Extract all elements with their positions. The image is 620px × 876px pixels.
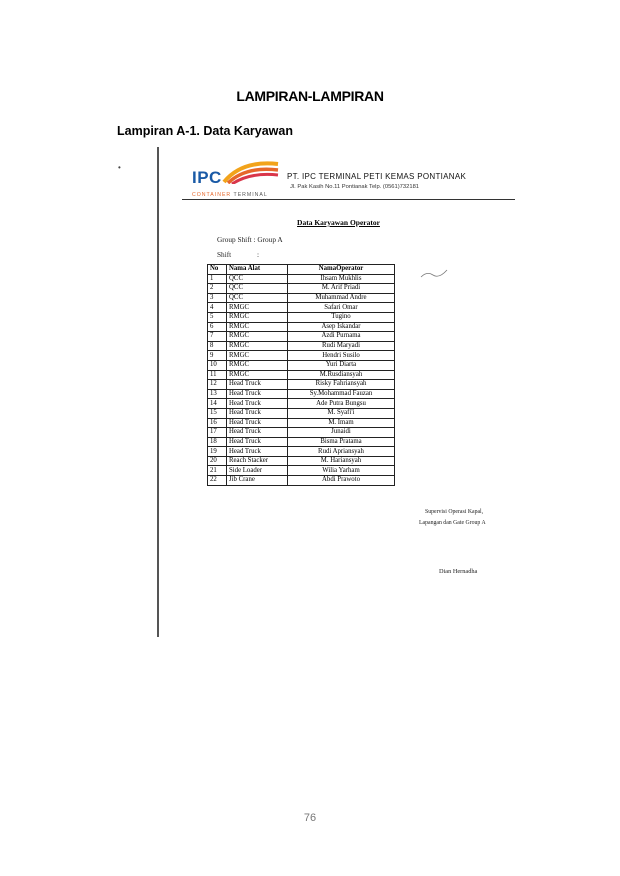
stray-mark: • (118, 163, 121, 172)
table-header-row (208, 265, 395, 275)
row-nama-operator: Wilia Yarham (288, 466, 395, 476)
table-row (208, 274, 395, 284)
row-no: 22 (208, 476, 227, 486)
logo-tagline (192, 192, 268, 198)
signature-name: Dian Hernadha (439, 568, 478, 575)
table-row (208, 351, 395, 361)
row-nama-operator: M.Rusdiansyah (288, 370, 395, 380)
row-nama-alat: Head Truck (227, 399, 288, 409)
row-nama-alat: Jib Crane (227, 476, 288, 486)
row-nama-alat: Head Truck (227, 380, 288, 390)
row-nama-alat: RMGC (227, 351, 288, 361)
table-row (208, 456, 395, 466)
shift-label: Shift (217, 250, 232, 259)
row-nama-alat: QCC (227, 274, 288, 284)
table-row (208, 303, 395, 313)
row-nama-alat: QCC (227, 284, 288, 294)
shift-row (217, 250, 259, 259)
table-row (208, 389, 395, 399)
row-no: 18 (208, 437, 227, 447)
table-row (208, 312, 395, 322)
signature-role-line2: Lapangan dan Gate Group A (419, 520, 486, 526)
row-no: 19 (208, 447, 227, 457)
row-nama-alat: Side Loader (227, 466, 288, 476)
row-nama-alat: RMGC (227, 341, 288, 351)
company-address: Jl. Pak Kasih No.11 Pontianak Telp. (0561)732181 (290, 184, 420, 190)
company-name: PT. IPC TERMINAL PETI KEMAS PONTIANAK (287, 172, 467, 181)
section-subheading: Lampiran A-1. Data Karyawan (117, 124, 293, 138)
table-row (208, 437, 395, 447)
row-nama-operator: Rudi Maryadi (288, 341, 395, 351)
group-shift-label: Group Shift : Group A (217, 235, 283, 244)
table-row (208, 380, 395, 390)
row-nama-alat: Head Truck (227, 389, 288, 399)
shift-separator: : (257, 250, 260, 259)
row-no: 3 (208, 293, 227, 303)
signature-role-line1: Supervisi Operasi Kapal, (425, 509, 484, 515)
row-no: 12 (208, 380, 227, 390)
row-nama-operator: Muhammad Andre (288, 293, 395, 303)
logo-tagline-a: CONTAINER (192, 192, 232, 198)
row-nama-operator: Abdi Prawoto (288, 476, 395, 486)
row-nama-alat: RMGC (227, 370, 288, 380)
row-no: 20 (208, 456, 227, 466)
row-no: 6 (208, 322, 227, 332)
operator-table-body (208, 274, 395, 485)
header-nama-alat: Nama Alat (227, 265, 288, 275)
table-row (208, 399, 395, 409)
table-row (208, 341, 395, 351)
row-nama-operator: M. Syafi'i (288, 408, 395, 418)
row-nama-operator: Safari Omar (288, 303, 395, 313)
row-nama-alat: QCC (227, 293, 288, 303)
row-no: 13 (208, 389, 227, 399)
table-row (208, 447, 395, 457)
row-no: 16 (208, 418, 227, 428)
row-no: 11 (208, 370, 227, 380)
row-no: 2 (208, 284, 227, 294)
row-nama-operator: Azdi Purnama (288, 332, 395, 342)
company-logo (192, 160, 282, 200)
row-nama-alat: Head Truck (227, 447, 288, 457)
logo-arcs-icon (220, 160, 282, 184)
row-nama-operator: Sy.Mohammad Fauzan (288, 389, 395, 399)
row-nama-alat: Head Truck (227, 428, 288, 438)
table-row (208, 476, 395, 486)
document-title: Data Karyawan Operator (297, 218, 380, 227)
row-nama-operator: Bisma Pratama (288, 437, 395, 447)
row-nama-alat: Head Truck (227, 418, 288, 428)
row-no: 1 (208, 274, 227, 284)
row-nama-alat: Reach Stacker (227, 456, 288, 466)
row-nama-alat: RMGC (227, 332, 288, 342)
row-nama-operator: Asep Iskandar (288, 322, 395, 332)
logo-tagline-b: TERMINAL (233, 192, 268, 198)
row-no: 7 (208, 332, 227, 342)
row-nama-operator: Hendri Susilo (288, 351, 395, 361)
row-nama-operator: M. Hariansyah (288, 456, 395, 466)
row-nama-operator: Ihsam Mukhlis (288, 274, 395, 284)
scribble-mark (419, 267, 449, 279)
row-nama-operator: Yuri Diarta (288, 360, 395, 370)
row-nama-operator: M. Imam (288, 418, 395, 428)
row-no: 5 (208, 312, 227, 322)
row-no: 14 (208, 399, 227, 409)
letterhead-divider (182, 199, 515, 200)
row-nama-operator: Ade Putra Bungsu (288, 399, 395, 409)
row-nama-operator: Rudi Apriansyah (288, 447, 395, 457)
row-no: 17 (208, 428, 227, 438)
row-no: 4 (208, 303, 227, 313)
table-row (208, 332, 395, 342)
row-nama-alat: RMGC (227, 312, 288, 322)
table-row (208, 370, 395, 380)
header-nama-operator: NamaOperator (288, 265, 395, 275)
row-nama-operator: Tugino (288, 312, 395, 322)
row-no: 8 (208, 341, 227, 351)
row-no: 9 (208, 351, 227, 361)
row-nama-operator: Junaidi (288, 428, 395, 438)
row-nama-alat: Head Truck (227, 408, 288, 418)
table-row (208, 322, 395, 332)
table-row (208, 284, 395, 294)
table-row (208, 418, 395, 428)
table-row (208, 360, 395, 370)
page-heading: LAMPIRAN-LAMPIRAN (236, 88, 384, 104)
table-row (208, 428, 395, 438)
header-no: No (208, 265, 227, 275)
row-no: 21 (208, 466, 227, 476)
row-nama-operator: M. Arif Priadi (288, 284, 395, 294)
logo-wordmark: IPC (192, 168, 222, 187)
table-row (208, 408, 395, 418)
table-row (208, 293, 395, 303)
row-nama-alat: Head Truck (227, 437, 288, 447)
row-nama-alat: RMGC (227, 322, 288, 332)
scanned-document (157, 147, 520, 637)
row-nama-operator: Risky Fahriansyah (288, 380, 395, 390)
row-nama-alat: RMGC (227, 360, 288, 370)
operator-table (207, 264, 395, 486)
row-no: 10 (208, 360, 227, 370)
page-number: 76 (303, 812, 317, 824)
row-no: 15 (208, 408, 227, 418)
table-row (208, 466, 395, 476)
row-nama-alat: RMGC (227, 303, 288, 313)
